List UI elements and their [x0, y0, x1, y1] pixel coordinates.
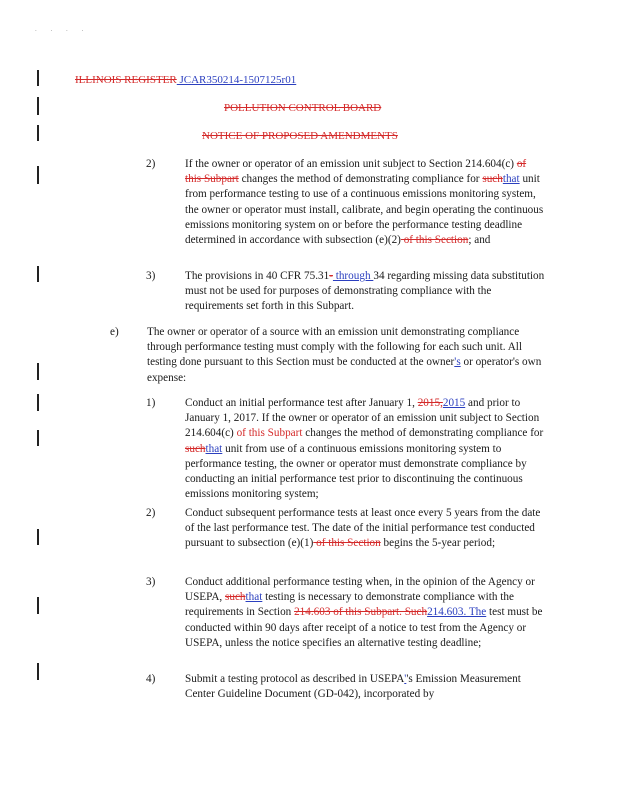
text: 's Emission Measurement Center Guideline Document (GD-042), incorporated by: [185, 673, 521, 701]
text: Conduct additional performance testing when, in the opinion of the Agency or USEPA,: [185, 576, 535, 604]
deleted-text: 2015,: [417, 397, 443, 409]
text: Conduct subsequent performance tests at least once every 5 years from the date of the last performance test. The date of the initial performance test conducted pursuant to subsection (e)(1): [185, 507, 541, 550]
paragraph-e3: [185, 575, 545, 651]
text: testing is necessary to demonstrate compliance with the requirements in Section: [185, 591, 514, 619]
text: test must be conducted within 90 days after receipt of a notice to test from the Agency or USEPA, unless the notice specifies an alternative testing deadline;: [185, 606, 543, 649]
register-inserted: JCAR350214-1507125r01: [179, 74, 297, 86]
deleted-text: 214.603 of this Subpart. Such: [294, 606, 428, 619]
inserted-text: that: [502, 173, 520, 186]
paragraph-e2: [185, 506, 545, 552]
text: Submit a testing protocol as described in USEPA: [185, 673, 405, 685]
change-bar: [37, 166, 39, 184]
text: The owner or operator of a source with an emission unit demonstrating compliance through performance testing must comply with the following for each such unit. All testing done pursuant to this Section must be conducted at the owner: [147, 326, 523, 369]
item-number: 2): [146, 158, 156, 170]
text: The provisions in 40 CFR 75.31: [185, 270, 330, 282]
text: ; and: [468, 234, 491, 247]
change-bar: [37, 70, 39, 86]
inserted-text: 's: [454, 356, 461, 369]
item-number: 4): [146, 673, 156, 685]
change-bar: [37, 663, 39, 680]
change-bar: [37, 529, 39, 545]
text: or operator's own expense:: [147, 356, 542, 384]
item-number: 2): [146, 507, 156, 519]
paragraph-item-3: [185, 269, 545, 315]
marked-text: of this Subpart: [236, 427, 303, 440]
text: If the owner or operator of an emission unit subject to Section 214.604(c): [185, 158, 517, 170]
register-header: [75, 73, 296, 88]
inserted-text: through: [332, 270, 374, 282]
change-bar: [37, 125, 39, 141]
change-bar: [37, 394, 39, 411]
deleted-text: such: [185, 442, 206, 455]
inserted-text: 2015: [442, 397, 466, 409]
board-title: POLLUTION CONTROL BOARD: [224, 102, 382, 114]
change-bar: [37, 430, 39, 446]
change-bar: [37, 363, 39, 380]
inserted-text: that: [205, 442, 223, 455]
paragraph-section-e: [147, 325, 545, 386]
notice-title: NOTICE OF PROPOSED AMENDMENTS: [202, 130, 398, 142]
register-deleted: ILLINOIS REGISTER: [75, 74, 177, 86]
inserted-text: ': [404, 673, 407, 685]
paragraph-item-2: [185, 157, 545, 248]
deleted-text: such: [482, 173, 503, 186]
change-bar: [37, 597, 39, 614]
deleted-text: such: [225, 591, 246, 604]
text: unit from use of a continuous emissions monitoring system to performance testing, the owner or operator must demonstrate compliance by conducting an initial performance test prior to discontinuing the continuous emissions monitoring system;: [185, 442, 527, 501]
deleted-text: of this Section: [313, 537, 381, 550]
text: and prior to January 1, 2017. If the owner or operator of an emission unit subject to Section 214.604(c): [185, 397, 540, 440]
paragraph-e1: [185, 396, 545, 502]
paragraph-e4: [185, 672, 545, 702]
text: unit from performance testing to use of a continuous emissions monitoring system, the owner or operator must install, calibrate, and begin operating the continuous emissions monitoring system on or before the performance testing deadline determined in accordance with subsection (e)(2): [185, 173, 544, 247]
item-number: 3): [146, 576, 156, 588]
deleted-text: of this Subpart: [185, 158, 527, 186]
inserted-text: that: [245, 591, 263, 604]
change-bar: [37, 97, 39, 115]
scan-marks: . . . .: [35, 25, 90, 33]
text: changes the method of demonstrating compliance for: [238, 173, 483, 186]
deleted-text: of this Section: [400, 234, 469, 247]
inserted-text: 214.603. The: [427, 606, 487, 619]
text: changes the method of demonstrating compliance for: [302, 427, 544, 440]
item-number: 3): [146, 270, 156, 282]
text: Conduct an initial performance test after January 1,: [185, 397, 418, 409]
text: 34 regarding missing data substitution must not be used for purposes of demonstrating compliance with the requirements set forth in this Subpart.: [185, 270, 545, 313]
section-number: e): [110, 326, 119, 338]
deleted-text: -: [329, 270, 333, 282]
change-bar: [37, 266, 39, 282]
item-number: 1): [146, 397, 156, 409]
text: begins the 5-year period;: [380, 537, 496, 550]
